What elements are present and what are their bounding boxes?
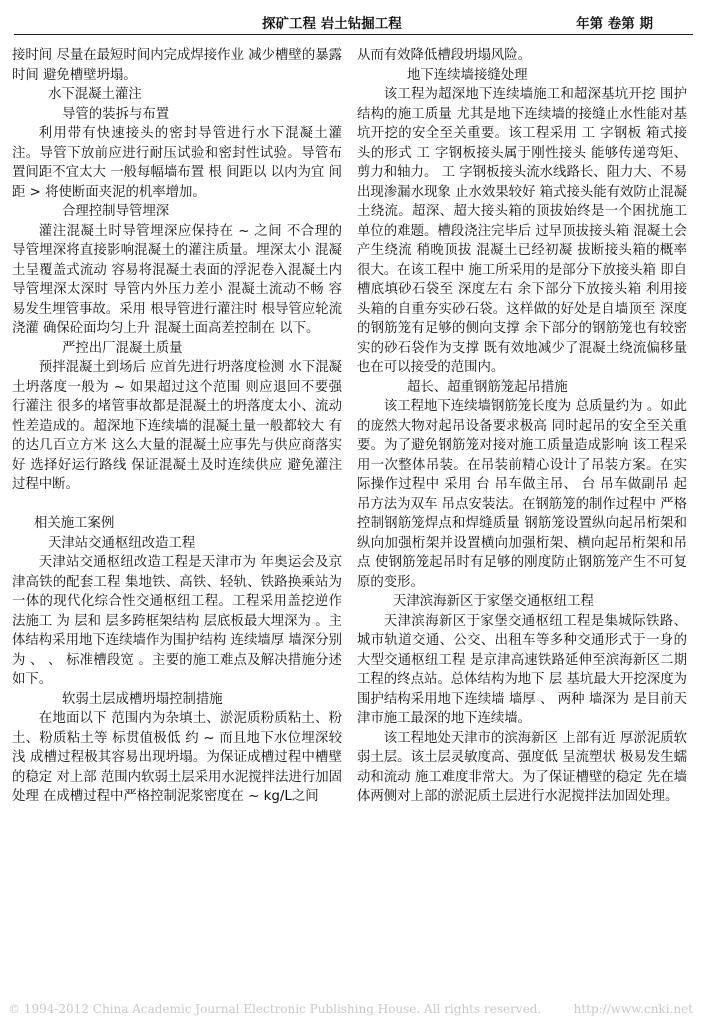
subsection-heading: 天津站交通枢纽改造工程 bbox=[48, 535, 196, 551]
subsection-heading: 合理控制导管埋深 bbox=[62, 204, 170, 219]
footer-url: http://www.cnki.net bbox=[573, 1002, 693, 1016]
paragraph: 从而有效降低槽段坍塌风险。 bbox=[357, 48, 532, 63]
paragraph: 灌注混凝土时导管埋深应保持在 ~ 之间 不合理的导管埋深将直接影响混凝土的灌注质量。埋深太小 混凝土呈覆盖式流动 容易将混凝土表面的浮泥卷入混凝土内 导管埋深太深时 导管内外压力差小 混凝土流动不畅 容易发生埋管事故。采用 根导管进行灌注时 根导管应轮流浇灌 确保砼面均匀上升 混凝土面高差控制在 以下。 bbox=[12, 223, 342, 336]
paragraph: 该工程为超深地下连续墙施工和超深基坑开挖 围护结构的施工质量 尤其是地下连续墙的接缝止水性能对基坑开挖的安全至关重要。该工程采用 工 字钢板 箱式接头的形式 工 字钢板接头属于刚性接头 能够传递弯矩、剪力和轴力。 工 字钢板接头流水线路长、阻力大、不易出现渗漏水现象 止水效果较好 箱式接头能有效防止混凝土绕流。超深、超大接头箱的顶拔始终是一个困扰施工单位的难题。槽段浇注完毕后 过早顶拔接头箱 混凝土会产生绕流 稍晚顶拔 混凝土已经初凝 拔断接头箱的概率很大。在该工程中 施工所采用的是部分下放接头箱 即自槽底填砂石袋至 深度左右 余下部分下放接头箱 利用接头箱的自重夯实砂石袋。这样做的好处是自墙顶至 深度的钢筋笼有足够的侧向支撑 余下部分的钢筋笼也有较密实的砂石袋作为支撑 既有效地减少了混凝土绕流偏移量也在可以接受的范围内。 bbox=[357, 87, 687, 375]
subsection-heading: 严控出厂混凝土质量 bbox=[62, 340, 183, 356]
paragraph: 在地面以下 范围内为杂填土、淤泥质粉质粘土、粉土、粉质粘土等 标贯值极低 约 ~ 而且地下水位埋深较浅 成槽过程极其容易出现坍塌。为保证成槽过程中槽壁的稳定 对上部 范围内软弱土层采用水泥搅拌法进行加固处理 在成槽过程中严格控制泥浆密度在 ~ kg/L之间 bbox=[12, 711, 342, 804]
issue-info: 年第 卷第 期 bbox=[576, 16, 653, 32]
section-heading: 天津滨海新区于家堡交通枢纽工程 bbox=[393, 594, 594, 609]
right-column bbox=[357, 46, 687, 807]
paragraph: 预拌混凝土到场后 应首先进行坍落度检测 水下混凝土坍落度一般为 ~ 如果超过这个范围 则应退回不要强行灌注 很多的堵管事故都是混凝土的坍落度太小、流动性差造成的。超深地下连续墙的混凝土量一般都较大 有的达几百立方米 这么大量的混凝土应事先与供应商落实好 选择好运行路线 保证混凝土及时连续供应 避免灌注过程中断。 bbox=[12, 360, 342, 492]
left-column bbox=[12, 46, 342, 807]
paragraph: 天津站交通枢纽改造工程是天津市为 年奥运会及京津高铁的配套工程 集地铁、高铁、轻轨、铁路换乘站为一体的现代化综合性交通枢纽工程。工程采用盖挖逆作法施工 为 层和 层多跨框架结构 层底板最大埋深为 。主体结构采用地下连续墙作为围护结构 连续墙厚 墙深分别为 、 、 标准槽段宽 。主要的施工难点及解决措施分述如下。 bbox=[12, 555, 342, 687]
section-heading: 水下混凝土灌注 bbox=[48, 87, 142, 102]
journal-name: 探矿工程 岩土钻掘工程 bbox=[262, 16, 402, 32]
section-heading: 超长、超重钢筋笼起吊措施 bbox=[407, 379, 568, 395]
running-header bbox=[14, 8, 693, 35]
section-heading: 相关施工案例 bbox=[34, 516, 115, 531]
subsection-heading: 软弱土层成槽坍塌控制措施 bbox=[62, 691, 223, 707]
paragraph: 该工程地下连续墙钢筋笼长度为 总质量约为 。如此的庞然大物对起吊设备要求极高 同时起吊的安全至关重要。为了避免钢筋笼对接对施工质量造成影响 该工程采用一次整体吊装。在吊装前精心设计了吊装方案。在实际操作过程中 采用 台 吊车做主吊、 台 吊车做副吊 起吊方法为双车 吊点安装法。在钢筋笼的制作过程中 严格控制钢筋笼焊点和焊缝质量 钢筋笼设置纵向起吊桁架和纵向加强桁架并设置横向加强桁架、横向起吊桁架和吊点 使钢筋笼起吊时有足够的刚度防止钢筋笼产生不可复原的变形。 bbox=[357, 399, 687, 590]
paragraph: 该工程地处天津市的滨海新区 上部有近 厚淤泥质软弱土层。该土层灵敏度高、强度低 呈流塑状 极易发生蠕动和流动 施工难度非常大。为了保证槽壁的稳定 先在墙体两侧对上部的淤泥质土层进行水泥搅拌法加固处理。 bbox=[357, 730, 687, 804]
copyright-footer bbox=[8, 1002, 693, 1016]
paragraph: 利用带有快速接头的密封导管进行水下混凝土灌注。导管下放前应进行耐压试验和密封性试验。导管布置间距不宜太大 一般每幅墙布置 根 间距以 以内为宜 间距 > 将使断面夹泥的机率增加。 bbox=[12, 126, 342, 200]
paragraph: 天津滨海新区于家堡交通枢纽工程是集城际铁路、城市轨道交通、公交、出租车等多种交通形式于一身的大型交通枢纽工程 是京津高速铁路延伸至滨海新区二期工程的终点站。总体结构为地下 层 基坑最大开挖深度为 围护结构采用地下连续墙 墙厚 、 两种 墙深为 是目前天津市施工最深的地下连续墙。 bbox=[357, 613, 687, 726]
subsection-heading: 导管的装拆与布置 bbox=[62, 106, 170, 122]
section-heading: 地下连续墙接缝处理 bbox=[407, 67, 528, 83]
paragraph: 接时间 尽量在最短时间内完成焊接作业 减少槽壁的暴露时间 避免槽壁坍塌。 bbox=[12, 48, 342, 83]
copyright-text: © 1994-2012 China Academic Journal Electronic Publishing House. All rights reserved. bbox=[8, 1002, 542, 1016]
